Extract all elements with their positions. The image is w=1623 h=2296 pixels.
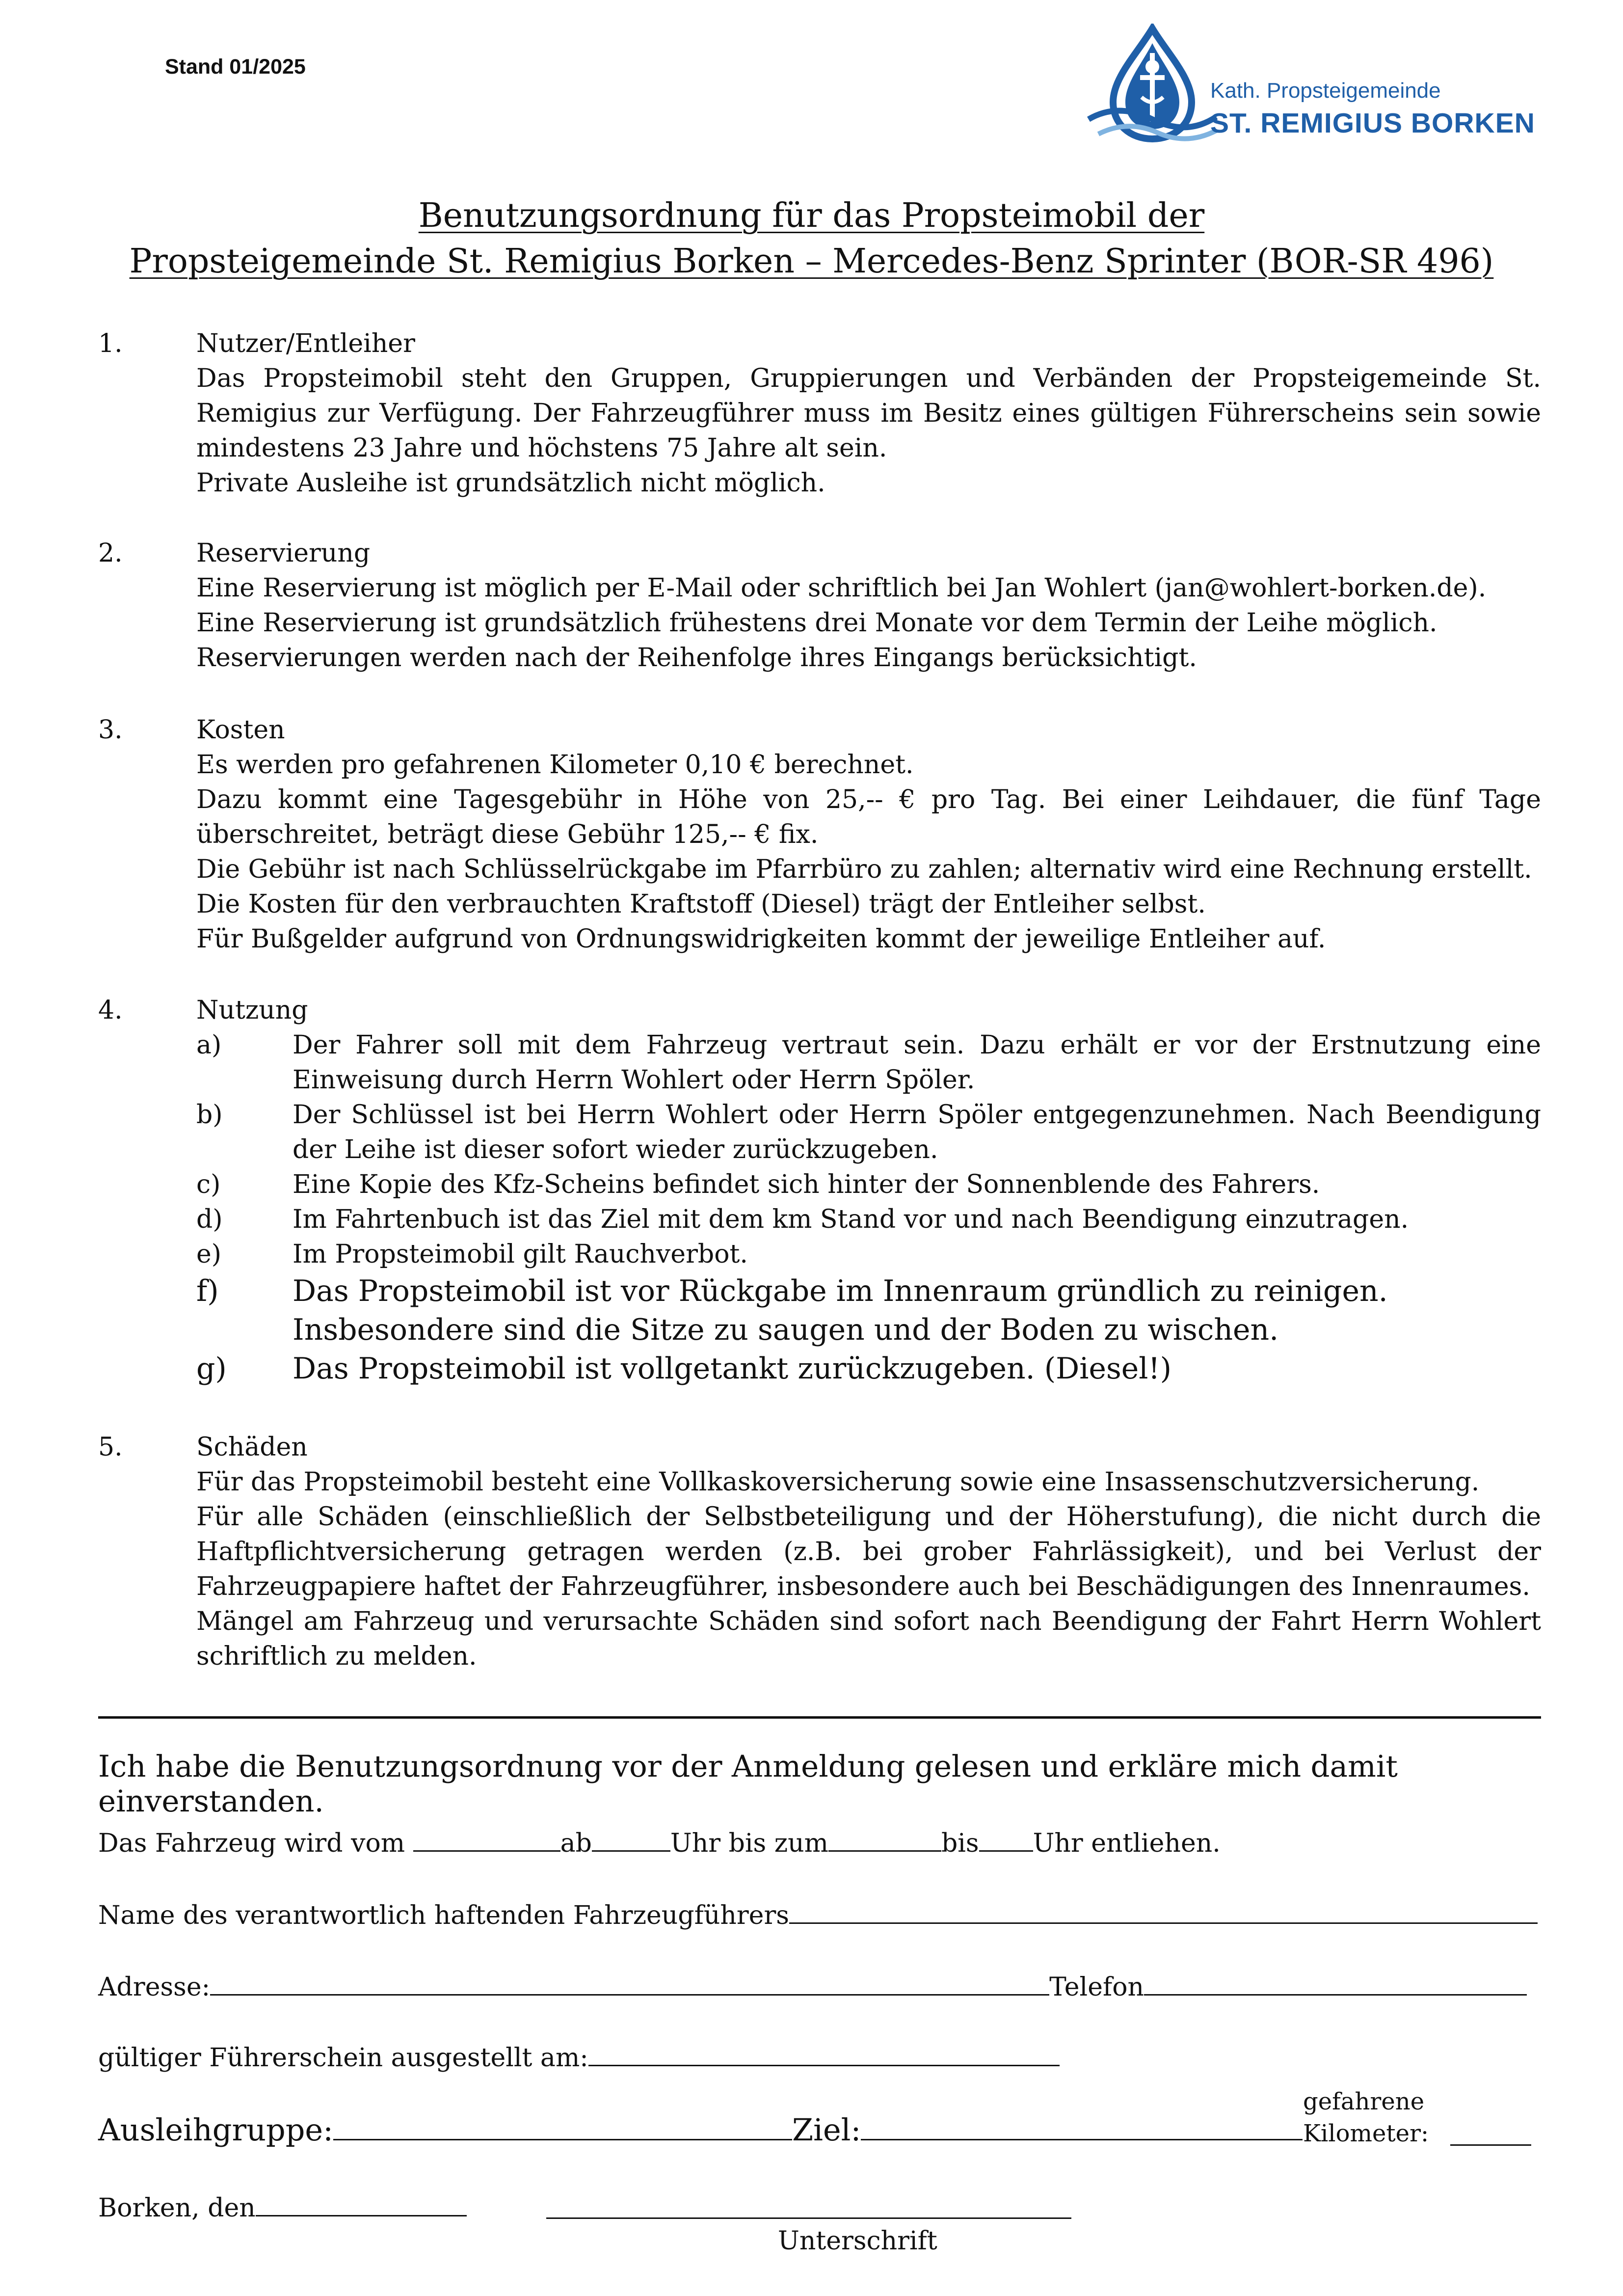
revision-date: Stand 01/2025 [165, 55, 306, 79]
list-item-letter: b) [196, 1100, 223, 1130]
place-date-label: Borken, den [98, 2193, 256, 2223]
section-paragraph: Eine Reservierung ist grundsätzlich frühestens drei Monate vor dem Termin der Leihe möglich. [196, 608, 1437, 638]
section-reservation [98, 536, 1541, 675]
rental-end-label: Uhr entliehen. [1033, 1829, 1221, 1858]
driver-name-label: Name des verantwortlich haftenden Fahrzeugführers [98, 1901, 789, 1930]
section-paragraph: Dazu kommt eine Tagesgebühr in Höhe von 25,-- € pro Tag. Bei einer Leihdauer, die fünf Tage überschreitet, beträgt diese Gebühr 125,-- € fix. [196, 785, 1541, 849]
list-item-text: Im Propsteimobil gilt Rauchverbot. [293, 1240, 748, 1269]
section-users [98, 326, 1541, 501]
list-item-letter: e) [196, 1240, 222, 1269]
divider [98, 1716, 1541, 1719]
km-field[interactable] [1450, 2125, 1531, 2146]
list-item [196, 1350, 1541, 1388]
section-paragraph: Private Ausleihe ist grundsätzlich nicht möglich. [196, 468, 825, 498]
section-paragraph: Die Gebühr ist nach Schlüsselrückgabe im Pfarrbüro zu zahlen; alternativ wird eine Rechnung erstellt. [196, 855, 1532, 884]
list-item [196, 1167, 1541, 1202]
section-paragraph: Für alle Schäden (einschließlich der Selbstbeteiligung und der Höherstufung), die nicht durch die Haftpflichtversicherung getragen werden (z.B. bei grober Fahrlässigkeit), und bei Verlust der Fahrzeugpapiere haftet der Fahrzeugführer, insbesondere auch bei Beschädigungen des Innenraumes. [196, 1502, 1541, 1601]
usage-rules-list [196, 1028, 1541, 1388]
rental-from-label: Das Fahrzeug wird vom [98, 1829, 405, 1858]
list-item-text: Das Propsteimobil ist vor Rückgabe im Innenraum gründlich zu reinigen. Insbesondere sind die Sitze zu saugen und der Boden zu wischen. [293, 1274, 1388, 1347]
list-item-letter: f) [196, 1274, 219, 1308]
logo-subtitle: Kath. Propsteigemeinde [1210, 79, 1441, 103]
address-field[interactable] [210, 1974, 1049, 1996]
section-heading: Schäden [196, 1432, 308, 1462]
section-number: 3. [98, 715, 123, 745]
section-paragraph: Die Kosten für den verbrauchten Kraftstoff (Diesel) trägt der Entleiher selbst. [196, 890, 1206, 919]
section-heading: Nutzung [196, 996, 308, 1025]
group-row [98, 2112, 1303, 2148]
license-label: gültiger Führerschein ausgestellt am: [98, 2043, 588, 2073]
list-item-letter: c) [196, 1170, 221, 1199]
section-damages [98, 1430, 1541, 1674]
phone-label: Telefon [1049, 1972, 1144, 2002]
section-paragraph: Mängel am Fahrzeug und verursachte Schäden sind sofort nach Beendigung der Fahrt Herrn Wohlert schriftlich zu melden. [196, 1607, 1541, 1671]
section-paragraph: Für das Propsteimobil besteht eine Vollkaskoversicherung sowie eine Insassenschutzversicherung. [196, 1467, 1480, 1497]
rental-period-row [98, 1829, 1221, 1858]
section-paragraph: Für Bußgelder aufgrund von Ordnungswidrigkeiten kommt der jeweilige Entleiher auf. [196, 924, 1326, 954]
section-paragraph: Es werden pro gefahrenen Kilometer 0,10 € berechnet. [196, 750, 914, 780]
section-heading: Nutzer/Entleiher [196, 329, 415, 358]
driver-name-field[interactable] [789, 1903, 1538, 1924]
km-label-line2: Kilometer: [1303, 2120, 1429, 2147]
section-heading: Reservierung [196, 539, 371, 568]
section-number: 1. [98, 329, 123, 358]
list-item-letter: g) [196, 1351, 227, 1386]
rental-end-date-field[interactable] [828, 1831, 941, 1852]
list-item [196, 1272, 1541, 1350]
list-item [196, 1028, 1541, 1098]
section-number: 2. [98, 539, 123, 568]
list-item-text: Der Schlüssel ist bei Herrn Wohlert oder Herrn Spöler entgegenzunehmen. Nach Beendigung der Leihe ist dieser sofort wieder zurückzugeben. [293, 1100, 1541, 1164]
section-number: 4. [98, 996, 123, 1025]
document-title-line2: Propsteigemeinde St. Remigius Borken – Mercedes-Benz Sprinter (BOR-SR 496) [129, 242, 1494, 281]
destination-label: Ziel: [792, 2112, 861, 2148]
address-row [98, 1972, 1527, 2002]
section-usage [98, 993, 1541, 1388]
list-item [196, 1237, 1541, 1272]
list-item-text: Eine Kopie des Kfz-Scheins befindet sich hinter der Sonnenblende des Fahrers. [293, 1170, 1320, 1199]
section-paragraph: Reservierungen werden nach der Reihenfolge ihres Eingangs berücksichtigt. [196, 643, 1197, 673]
agreement-statement: Ich habe die Benutzungsordnung vor der Anmeldung gelesen und erkläre mich damit einverstanden. [98, 1749, 1398, 1819]
group-field[interactable] [333, 2119, 792, 2140]
signature-field[interactable] [546, 2198, 1071, 2219]
list-item-text: Das Propsteimobil ist vollgetankt zurückzugeben. (Diesel!) [293, 1351, 1171, 1386]
list-item-letter: a) [196, 1030, 222, 1060]
signature-label: Unterschrift [778, 2226, 937, 2256]
section-paragraph: Eine Reservierung ist möglich per E-Mail oder schriftlich bei Jan Wohlert (jan@wohlert-borken.de). [196, 573, 1487, 603]
rental-start-time-field[interactable] [592, 1831, 670, 1852]
address-label: Adresse: [98, 1972, 211, 2002]
destination-field[interactable] [861, 2119, 1303, 2140]
group-label: Ausleihgruppe: [98, 2112, 334, 2148]
document-title-line1: Benutzungsordnung für das Propsteimobil der [418, 196, 1205, 235]
list-item-text: Im Fahrtenbuch ist das Ziel mit dem km Stand vor und nach Beendigung einzutragen. [293, 1205, 1409, 1234]
section-paragraph: Das Propsteimobil steht den Gruppen, Gruppierungen und Verbänden der Propsteigemeinde St. Remigius zur Verfügung. Der Fahrzeugführer muss im Besitz eines gültigen Führerscheins sein sowie mindestens 23 Jahre und höchstens 75 Jahre alt sein. [196, 364, 1541, 463]
list-item-letter: d) [196, 1205, 223, 1234]
rental-start-date-field[interactable] [413, 1831, 560, 1852]
section-costs [98, 713, 1541, 957]
phone-field[interactable] [1144, 1974, 1527, 1996]
logo-title: ST. REMIGIUS BORKEN [1210, 108, 1535, 139]
rental-until-label: Uhr bis zum [670, 1829, 828, 1858]
license-row [98, 2043, 1060, 2073]
place-date-row [98, 2193, 467, 2223]
license-date-field[interactable] [588, 2045, 1060, 2066]
list-item [196, 1202, 1541, 1237]
date-field[interactable] [256, 2195, 467, 2216]
km-label-line1: gefahrene [1303, 2088, 1425, 2115]
section-heading: Kosten [196, 715, 285, 745]
section-number: 5. [98, 1432, 123, 1462]
list-item [196, 1098, 1541, 1167]
list-item-text: Der Fahrer soll mit dem Fahrzeug vertraut sein. Dazu erhält er vor der Erstnutzung eine Einweisung durch Herrn Wohlert oder Herrn Spöler. [293, 1030, 1541, 1095]
rental-end-time-field[interactable] [979, 1831, 1033, 1852]
driver-row [98, 1901, 1538, 1930]
rental-from-time-label: ab [560, 1829, 592, 1858]
rental-until-time-label: bis [941, 1829, 979, 1858]
